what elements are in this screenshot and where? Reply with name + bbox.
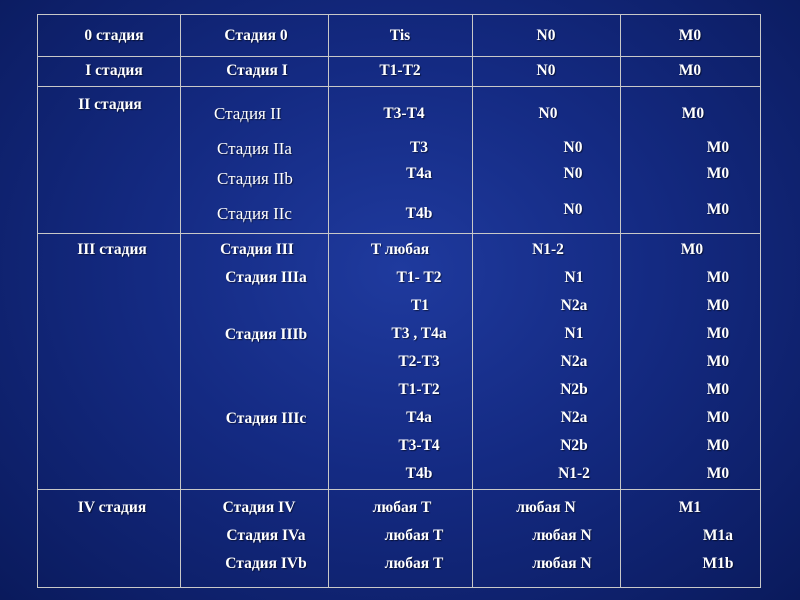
row-4-substage: Стадия IV [222, 499, 296, 516]
column-divider [180, 15, 181, 587]
row-3-n: N2a [560, 409, 588, 426]
row-2-n: N0 [538, 105, 558, 122]
row-1-substage: Стадия I [226, 62, 288, 79]
row-3-n: N2a [560, 297, 588, 314]
row-3-substage: Стадия IIIa [225, 269, 307, 286]
row-2-substage: Стадия II [214, 104, 282, 123]
header-tis: Tis [389, 27, 411, 44]
row-2-t: T3 [409, 139, 429, 156]
row-4-n: любая N [516, 499, 576, 516]
row-1-t: T1-T2 [379, 62, 421, 79]
row-4-n: любая N [532, 555, 592, 572]
row-3-m: M0 [706, 465, 730, 482]
row-2-t: T3-T4 [383, 105, 425, 122]
row-2-substage: Стадия IIb [217, 169, 293, 188]
row-3-m: M0 [706, 409, 730, 426]
row-4-m: M1 [678, 499, 702, 516]
column-divider [472, 15, 473, 587]
row-3-substage: Стадия III [220, 241, 294, 258]
row-2-n: N0 [563, 201, 583, 218]
column-divider [328, 15, 329, 587]
row-3-m: M0 [706, 297, 730, 314]
row-3-t: T3 , T4a [391, 325, 447, 342]
row-divider [38, 233, 760, 234]
header-stage-0: 0 стадия [84, 27, 144, 44]
row-3-t: T4a [406, 409, 432, 426]
row-3-n: N1-2 [532, 241, 564, 258]
row-1-n: N0 [536, 62, 556, 79]
row-3-t: T4b [405, 465, 433, 482]
row-4-substage: Стадия IVa [226, 527, 306, 544]
row-2-substage: Стадия IIc [217, 204, 292, 223]
row-3-n: N2b [560, 381, 588, 398]
row-2-m: M0 [681, 105, 705, 122]
row-3-t: T1 [410, 297, 430, 314]
row-2-m: M0 [706, 139, 730, 156]
row-3-n: N1 [564, 325, 584, 342]
row-3-m: M0 [706, 437, 730, 454]
row-4-substage: Стадия IVb [225, 555, 307, 572]
row-1-stage: I стадия [85, 62, 143, 79]
row-4-n: любая N [532, 527, 592, 544]
row-3-n: N2b [560, 437, 588, 454]
row-4-t: любая T [384, 527, 444, 544]
header-stadia-0: Стадия 0 [224, 27, 288, 44]
row-3-m: M0 [706, 269, 730, 286]
row-1-m: M0 [678, 62, 702, 79]
row-divider [38, 489, 760, 490]
row-4-m: M1b [702, 555, 734, 572]
row-2-stage: II стадия [78, 96, 142, 113]
row-3-substage: Стадия IIIc [225, 410, 307, 427]
row-3-n: N1-2 [558, 465, 590, 482]
row-2-n: N0 [563, 139, 583, 156]
row-3-stage: III стадия [77, 241, 147, 258]
row-3-m: M0 [706, 325, 730, 342]
row-3-n: N2a [560, 353, 588, 370]
row-2-m: M0 [706, 201, 730, 218]
row-2-n: N0 [563, 165, 583, 182]
row-2-m: M0 [706, 165, 730, 182]
row-3-m: M0 [706, 353, 730, 370]
row-3-t: T1-T2 [398, 381, 440, 398]
row-4-stage: IV стадия [77, 499, 147, 516]
row-3-t: T1- T2 [396, 269, 442, 286]
row-divider [38, 86, 760, 87]
row-divider [38, 56, 760, 57]
row-3-m: M0 [706, 381, 730, 398]
row-2-t: T4a [406, 165, 432, 182]
row-2-t: T4b [405, 205, 433, 222]
header-n0: N0 [536, 27, 556, 44]
row-4-t: любая T [372, 499, 432, 516]
row-4-t: любая T [384, 555, 444, 572]
row-3-substage: Стадия IIIb [224, 326, 308, 343]
row-4-m: M1a [702, 527, 734, 544]
row-3-t: T3-T4 [398, 437, 440, 454]
row-2-substage: Стадия IIa [217, 139, 292, 158]
column-divider [620, 15, 621, 587]
row-3-t: T любая [370, 241, 430, 258]
row-3-t: T2-T3 [398, 353, 440, 370]
header-m0: M0 [678, 27, 702, 44]
row-3-m: M0 [680, 241, 704, 258]
row-3-n: N1 [564, 269, 584, 286]
